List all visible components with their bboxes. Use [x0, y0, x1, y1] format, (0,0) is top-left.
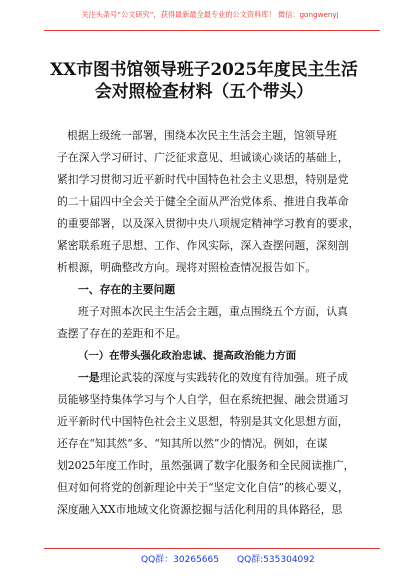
subsection-line: 但对如何将党的创新理论中关于“坚定文化自信”的核心要义， [57, 481, 349, 494]
subsection-line: 深度融入XX市地域文化资源挖掘与活化利用的具体路径，思 [57, 503, 343, 516]
lead-text: 理论武装的深度与实践转化的效度有待加强。班子成 [99, 371, 348, 384]
intro-line: 子在深入学习研讨、广泛征求意见、坦诚谈心谈话的基础上， [57, 151, 349, 164]
subsection-line: 近平新时代中国特色社会主义思想，特别是其文化思想方面， [57, 415, 349, 428]
section-heading: 一、存在的主要问题 [78, 283, 176, 296]
intro-line: 的二十届四中全会关于健全全面从严治党体系、推进自我革命 [57, 195, 349, 208]
title-line-2: 会对照检查材料（五个带头） [94, 81, 314, 101]
subsection-line: 划2025年度工作时，虽然强调了数字化服务和全民阅读推广， [57, 459, 355, 472]
subsection-heading: （一）在带头强化政治忠诚、提高政治能力方面 [78, 350, 297, 362]
section-intro-line: 班子对照本次民主生活会主题，重点围绕五个方面，认真 [78, 305, 348, 318]
document-title [0, 58, 408, 102]
title-line-1: XX市图书馆领导班子2025年度民主生活 [50, 59, 358, 79]
footer-qq-group-2[interactable]: QQ群:535304092 [237, 555, 315, 565]
footer-qq-group-1[interactable]: QQ群：30265665 [141, 555, 219, 565]
lead-marker: 一是 [78, 371, 100, 384]
subsection-line: 员能够坚持集体学习与个人自学，但在系统把握、融会贯通习 [57, 393, 349, 406]
section-intro-line: 查摆了存在的差距和不足。 [57, 327, 187, 340]
subsection-line: 还存在“知其然”多、“知其所以然”少的情况。例如，在谋 [57, 437, 328, 450]
footer-divider [44, 548, 380, 549]
intro-line: 的重要部署，以及深入贯彻中央八项规定精神学习教育的要求， [57, 217, 360, 230]
header-banner: 关注头条号“公文研究”，获得最新最全最专业的公文资料库！ 微信：gongwenyj [81, 10, 339, 19]
intro-line: 根据上级统一部署，围绕本次民主生活会主题，馆领导班 [67, 129, 337, 142]
header-divider [44, 30, 380, 31]
intro-line: 紧扣学习贯彻习近平新时代中国特色社会主义思想，特别是党 [57, 173, 349, 186]
intro-line: 紧密联系班子思想、工作、作风实际，深入查摆问题，深刻剖 [57, 239, 349, 252]
intro-line: 析根源，明确整改方向。现将对照检查情况报告如下。 [57, 261, 317, 274]
subsection-lead-line [0, 371, 408, 385]
